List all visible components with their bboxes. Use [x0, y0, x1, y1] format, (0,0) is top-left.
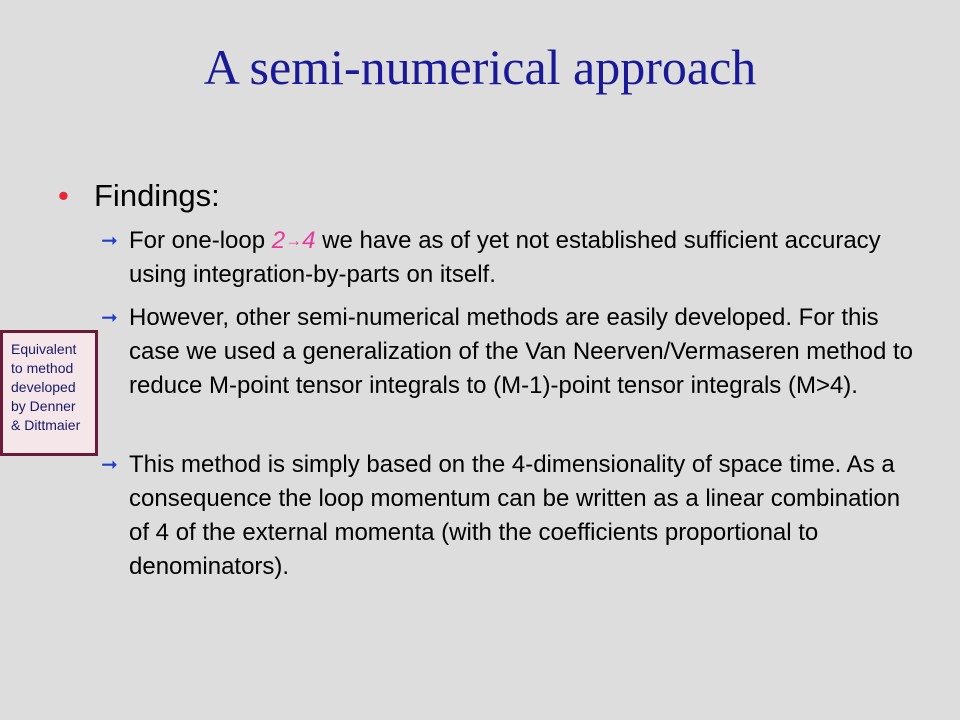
list-item: [101, 224, 925, 292]
side-note-line: & Dittmaier: [11, 417, 81, 433]
highlight-arrow-icon: →: [285, 231, 303, 250]
item-text-before: For one-loop: [129, 227, 272, 254]
side-note-line: to method: [11, 360, 74, 376]
slide-title: A semi-numerical approach: [203, 39, 757, 95]
list-item-text: [129, 224, 925, 292]
findings-heading: Findings:: [94, 178, 220, 213]
list-item: [101, 301, 925, 403]
side-note-line: developed: [11, 379, 76, 395]
arrow-right-icon: ➞: [101, 230, 118, 252]
highlight-a: 2: [271, 227, 286, 254]
side-note-line: by Denner: [11, 398, 76, 414]
side-note-box: [0, 330, 98, 456]
arrow-right-icon: ➞: [101, 307, 118, 329]
list-item-text: However, other semi-numerical methods are easily developed. For this case we used a generalization of the Van Neerven/Vermaseren method to reduce M-point tensor integrals to (M-1)-point tensor integrals (M>4).: [129, 304, 914, 399]
bullet-dot-icon: •: [58, 178, 69, 213]
findings-bullet: [58, 176, 220, 216]
side-note-line: Equivalent: [11, 341, 77, 357]
list-item: [101, 448, 925, 584]
highlight-process: [272, 227, 316, 254]
item-text-after: we have as of yet not established sufficient accuracy using integration-by-parts on itself.: [129, 227, 881, 288]
list-item-text: This method is simply based on the 4-dimensionality of space time. As a consequence the loop momentum can be written as a linear combination of 4 of the external momenta (with the coefficients proportional to denominators).: [129, 451, 901, 580]
arrow-right-icon: ➞: [101, 454, 118, 476]
highlight-b: 4: [302, 227, 316, 254]
